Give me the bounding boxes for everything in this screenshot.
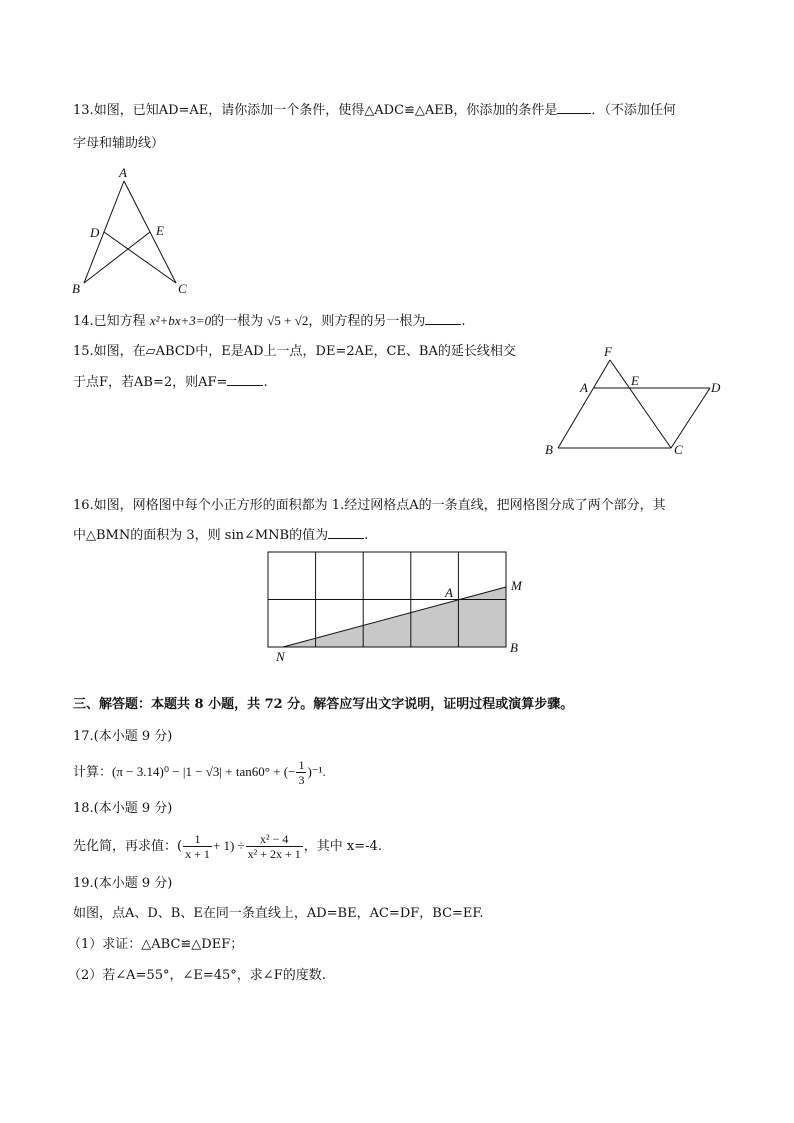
label-f: F <box>604 344 612 359</box>
q18-mid: + 1) ÷ <box>212 838 245 853</box>
label-d: D <box>711 380 721 395</box>
q17-frac-den: 3 <box>298 773 305 787</box>
label-a: A <box>119 165 127 180</box>
q13-text: 13. <box>73 103 94 118</box>
q16-line1: 16.如图，网格图中每个小正方形的面积都为 1.经过网格点A的一条直线，把网格图分成了两个部分，其 <box>73 498 666 513</box>
q13-triangle-figure <box>66 165 196 300</box>
q15-line2 <box>73 373 268 393</box>
q13-text-body: 如图，已知AD=AE，请你添加一个条件，使得△ADC≌△AEB，你添加的条件是 <box>93 103 558 118</box>
q15-answer-blank[interactable] <box>227 373 263 386</box>
q18-header: 18.(本小题 9 分) <box>73 801 173 816</box>
q15-line1: 15.如图，在▱ABCD中，E是AD上一点，DE=2AE，CE、BA的延长线相交 <box>73 344 516 359</box>
label-a: A <box>580 380 588 395</box>
q17-expr: (π − 3.14)⁰ − |1 − √3| + tan60° + (− <box>112 764 296 779</box>
q14-text-c: ，则方程的另一根为 <box>308 314 426 329</box>
q14-end: . <box>461 314 466 329</box>
q18-expression <box>73 829 382 863</box>
q19-part-1: （1）求证：△ABC≌△DEF； <box>68 937 244 952</box>
q18-fraction-1 <box>183 832 212 861</box>
q14-root: √5 + √2 <box>267 313 309 328</box>
label-b: B <box>510 640 518 655</box>
label-m: M <box>511 578 522 593</box>
label-a: A <box>445 585 453 600</box>
q17-fraction <box>296 758 306 787</box>
q17-frac-num: 1 <box>298 758 305 772</box>
q16-text: 中△BMN的面积为 3，则 sin∠MNB的值为 <box>73 528 329 543</box>
q13-line2: 字母和辅助线） <box>73 136 165 151</box>
q19-part-2: （2）若∠A=55°，∠E=45°，求∠F的度数. <box>68 968 326 983</box>
q14-text-a: 14.已知方程 <box>73 314 150 329</box>
label-e: E <box>631 373 639 388</box>
q17-expr-end: )⁻¹. <box>307 764 326 779</box>
q18-f1-num: 1 <box>183 832 212 847</box>
q13-answer-blank[interactable] <box>557 101 591 114</box>
label-b: B <box>72 281 80 296</box>
section-3-heading: 三、解答题：本题共 8 小题，共 72 分。解答应写出文字说明，证明过程或演算步骤。 <box>73 697 574 712</box>
q17-prefix: 计算： <box>73 765 113 780</box>
q18-f1-den: x + 1 <box>185 847 210 861</box>
q15-end: . <box>263 375 268 390</box>
q14-answer-blank[interactable] <box>425 312 461 325</box>
label-c: C <box>674 442 683 457</box>
q18-suffix: ，其中 x=-4. <box>303 839 382 854</box>
q18-f2-num: x² − 4 <box>246 832 303 847</box>
q16-end: . <box>364 528 369 543</box>
q15-text: 于点F，若AB=2，则AF= <box>73 375 228 390</box>
q14-text-b: 的一根为 <box>211 314 264 329</box>
q16-grid-figure <box>258 545 538 663</box>
q18-prefix: 先化简，再求值：( <box>73 839 183 854</box>
q19-header: 19.(本小题 9 分) <box>73 876 173 891</box>
q13-text-end: ．（不添加任何 <box>591 103 676 118</box>
q14-equation: x²+bx+3=0 <box>149 313 212 328</box>
q13-line1 <box>73 101 676 121</box>
q19-stem: 如图，点A、D、B、E在同一条直线上，AD=BE，AC=DF，BC=EF. <box>73 906 484 921</box>
q17-expression <box>73 757 326 787</box>
segment-fc <box>610 360 671 448</box>
label-n: N <box>276 649 285 663</box>
segment-bf <box>558 360 610 448</box>
label-c: C <box>178 281 187 296</box>
q15-parallelogram-figure <box>540 340 730 465</box>
q16-line2 <box>73 526 368 546</box>
q18-f2-den: x² + 2x + 1 <box>247 847 301 861</box>
q18-fraction-2 <box>246 832 303 861</box>
label-d: D <box>90 225 100 240</box>
label-e: E <box>156 223 164 238</box>
segment-dc <box>671 388 710 448</box>
label-b: B <box>545 442 553 457</box>
q16-answer-blank[interactable] <box>328 526 364 539</box>
q17-header: 17.(本小题 9 分) <box>73 729 173 744</box>
q14-line <box>73 311 466 332</box>
